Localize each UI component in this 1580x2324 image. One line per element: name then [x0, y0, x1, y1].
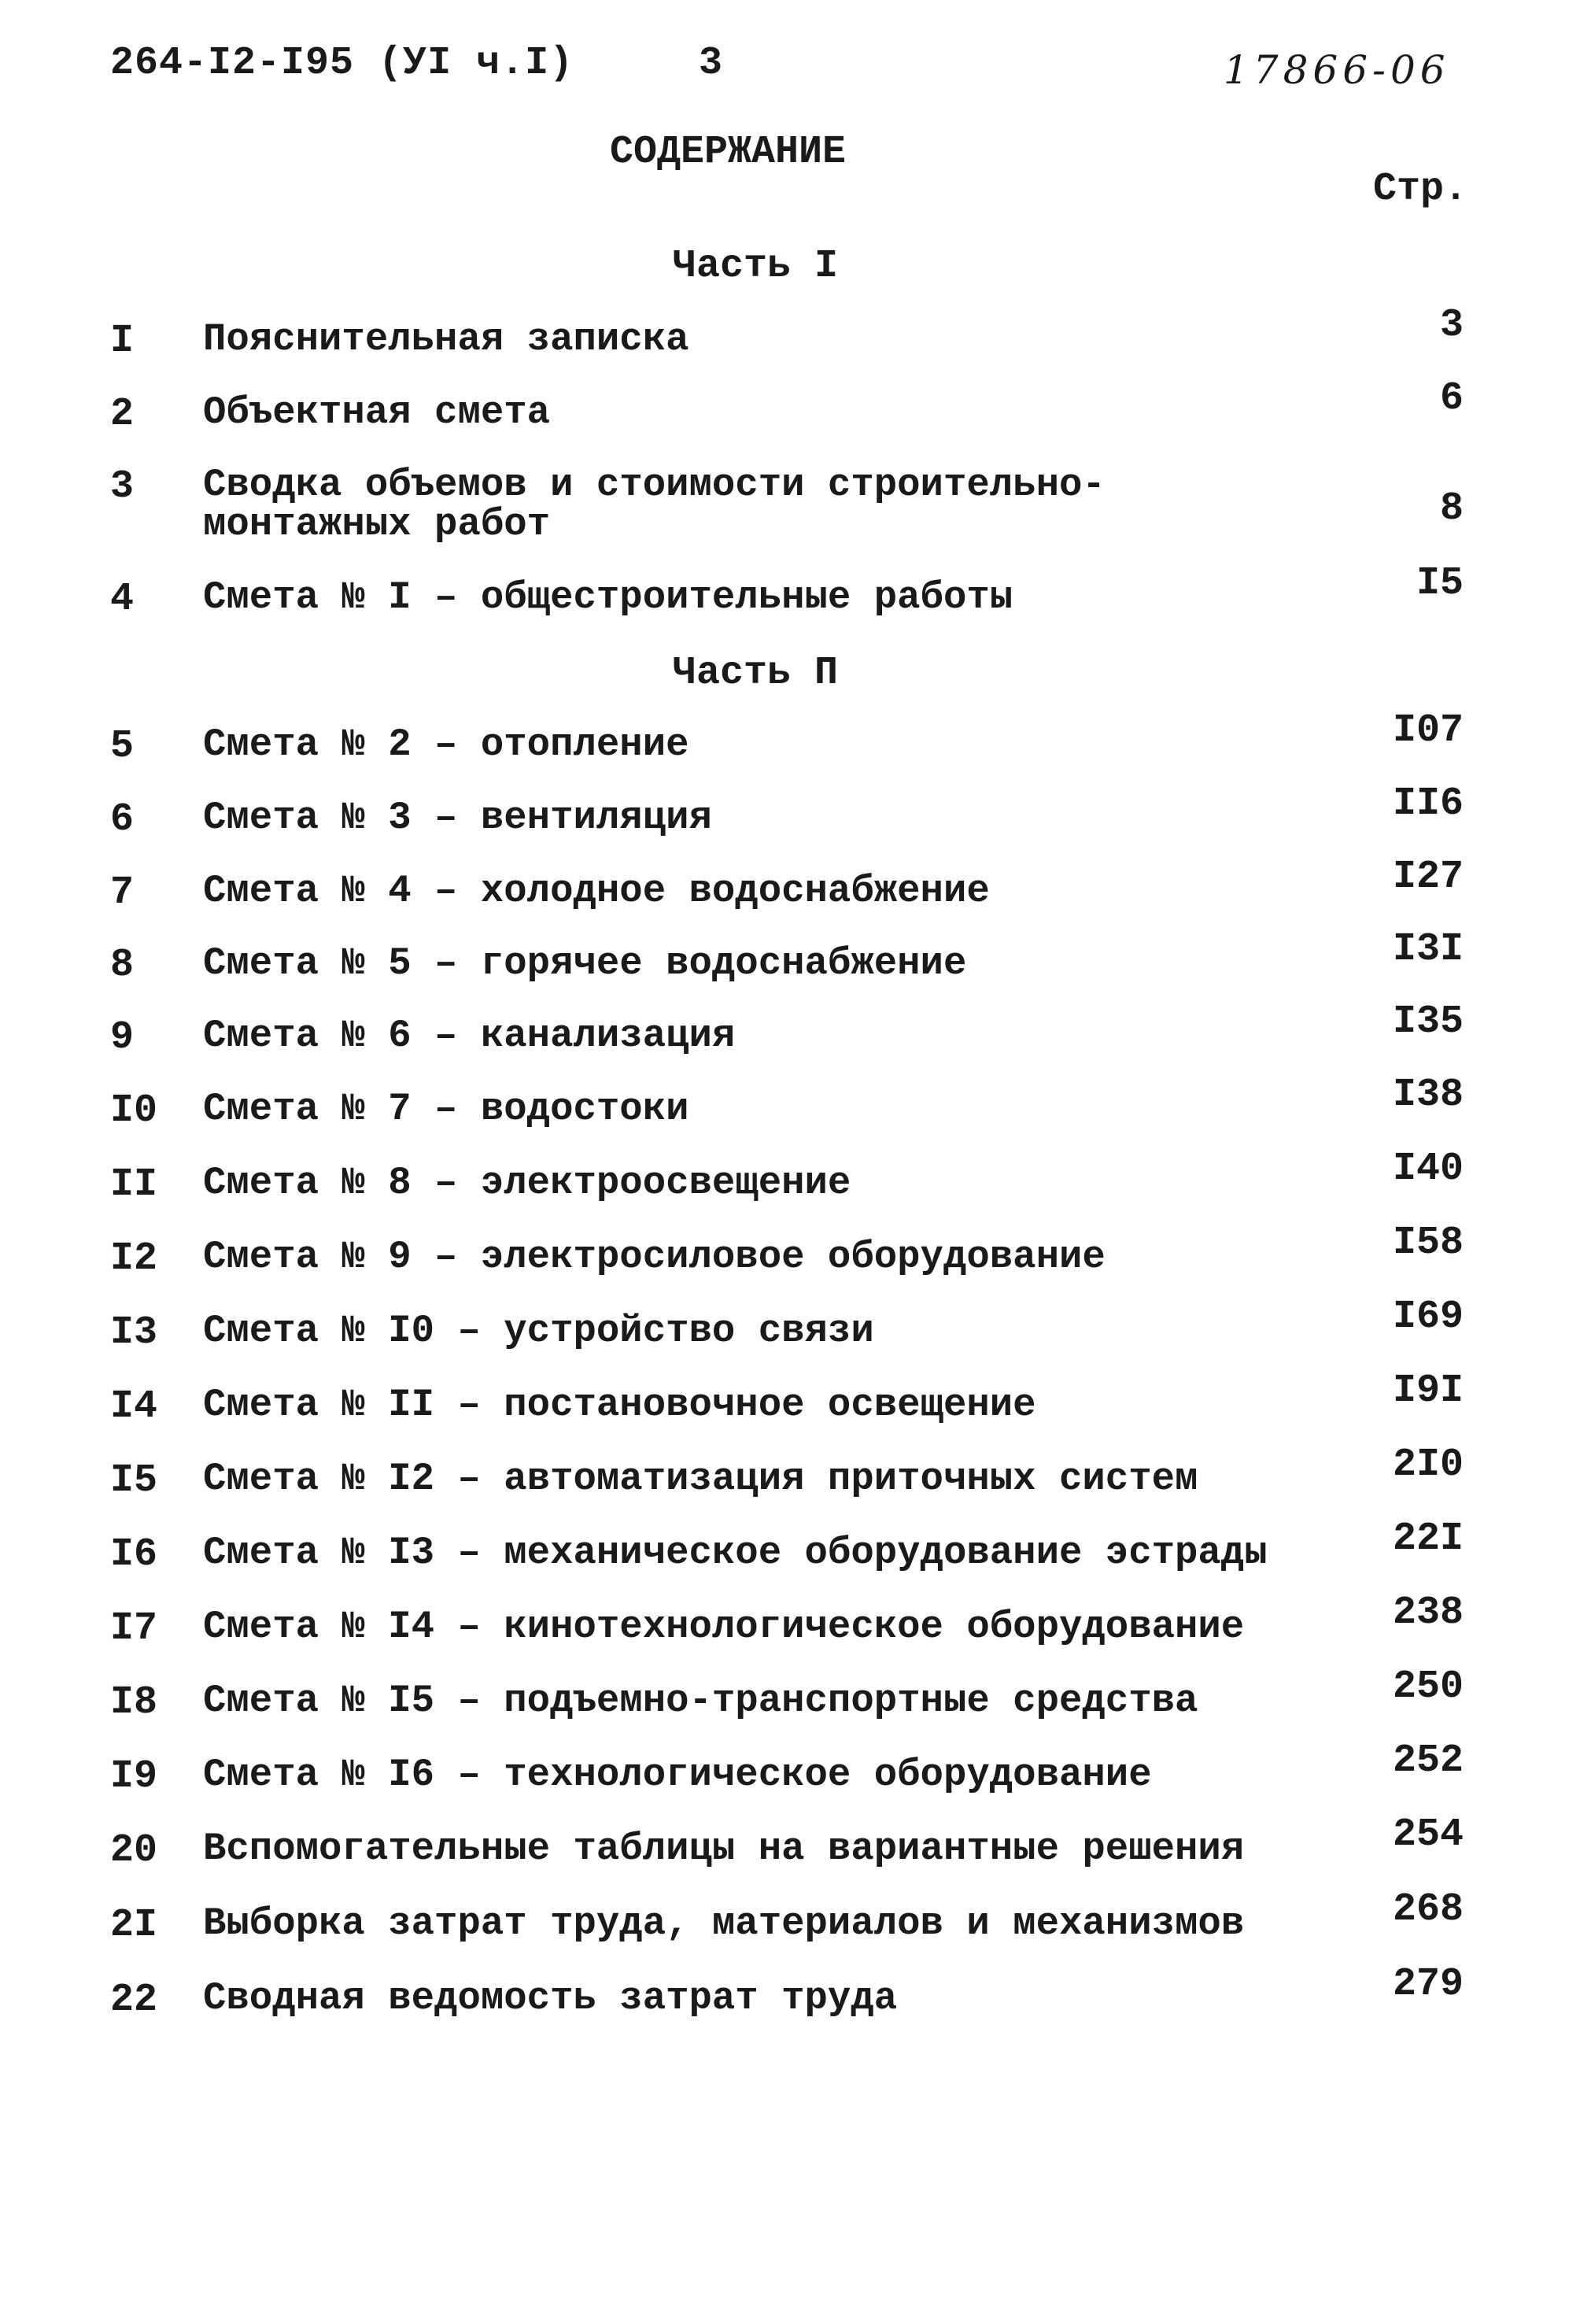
toc-entry-page: II6	[1392, 781, 1464, 826]
toc-entry-number: 2	[110, 392, 135, 437]
toc-row	[0, 1369, 1580, 1447]
toc-entry-page: I3I	[1392, 927, 1464, 972]
toc-entry-number: 6	[110, 797, 135, 842]
toc-row	[0, 927, 1580, 1006]
toc-entry-title: Смета № 9 – электросиловое оборудование	[203, 1235, 1106, 1279]
toc-entry-page: I5	[1416, 561, 1464, 606]
toc-entry-number: I5	[110, 1458, 158, 1503]
toc-entry-title: Смета № 3 – вентиляция	[203, 796, 712, 840]
toc-entry-number: I2	[110, 1236, 158, 1281]
toc-entry-title: Смета № I – общестроительные работы	[203, 575, 1013, 619]
toc-row	[0, 303, 1580, 382]
toc-entry-title: Смета № 2 – отопление	[203, 722, 689, 767]
toc-row	[0, 1664, 1580, 1743]
toc-entry-number: I0	[110, 1088, 158, 1133]
toc-row	[0, 1517, 1580, 1595]
toc-row	[0, 1221, 1580, 1299]
toc-entry-title-continued: монтажных работ	[203, 502, 551, 546]
toc-entry-page: I58	[1392, 1221, 1464, 1265]
toc-entry-number: I	[110, 319, 135, 364]
toc-entry-page: 252	[1392, 1738, 1464, 1783]
toc-entry-page: 279	[1392, 1962, 1464, 2007]
toc-entry-title: Смета № 7 – водостоки	[203, 1087, 689, 1131]
toc-entry-page: I38	[1392, 1073, 1464, 1118]
toc-entry-number: 20	[110, 1828, 158, 1873]
toc-entry-number: I8	[110, 1680, 158, 1725]
toc-entry-page: I27	[1392, 855, 1464, 900]
toc-entry-title: Объектная смета	[203, 390, 551, 434]
page-column-header: Стр.	[1373, 167, 1468, 212]
toc-entry-title: Смета № 4 – холодное водоснабжение	[203, 869, 990, 913]
toc-entry-number: I6	[110, 1532, 158, 1577]
toc-entry-title: Смета № II – постановочное освещение	[203, 1383, 1036, 1427]
part-2-heading: Часть П	[673, 651, 839, 696]
toc-row	[0, 1812, 1580, 1891]
toc-row	[0, 1887, 1580, 1966]
toc-entry-title: Смета № 5 – горячее водоснабжение	[203, 941, 967, 985]
toc-row	[0, 561, 1580, 640]
toc-entry-number: 8	[110, 943, 135, 988]
toc-entry-page: 238	[1392, 1591, 1464, 1635]
toc-entry-title: Смета № I4 – кинотехнологическое оборудование	[203, 1605, 1245, 1649]
toc-entry-number: I4	[110, 1384, 158, 1429]
toc-entry-page: 250	[1392, 1664, 1464, 1709]
toc-entry-title: Смета № I6 – технологическое оборудование	[203, 1753, 1152, 1797]
toc-entry-title: Смета № I0 – устройство связи	[203, 1309, 874, 1353]
toc-row	[0, 855, 1580, 933]
registration-number: 17866-06	[1224, 47, 1450, 93]
toc-entry-page: I07	[1392, 708, 1464, 753]
toc-row	[0, 464, 1580, 551]
toc-entry-title: Смета № 8 – электроосвещение	[203, 1161, 851, 1205]
toc-entry-number: 22	[110, 1978, 158, 2023]
toc-entry-page: 2I0	[1392, 1443, 1464, 1487]
toc-row	[0, 1147, 1580, 1225]
doc-code: 264-I2-I95 (УI ч.I)	[110, 41, 574, 86]
toc-entry-title: Смета № I2 – автоматизация приточных систем	[203, 1457, 1198, 1501]
toc-entry-page: 268	[1392, 1887, 1464, 1932]
toc-entry-number: 7	[110, 870, 135, 915]
toc-entry-title: Сводка объемов и стоимости строительно-	[203, 463, 1106, 507]
toc-entry-number: II	[110, 1162, 158, 1207]
toc-row	[0, 1962, 1580, 2041]
toc-entry-page: 254	[1392, 1812, 1464, 1857]
toc-row	[0, 1073, 1580, 1151]
toc-row	[0, 1295, 1580, 1373]
toc-entry-page: 3	[1439, 303, 1464, 348]
toc-entry-title: Смета № I3 – механическое оборудование эстрады	[203, 1531, 1268, 1575]
toc-row	[0, 1443, 1580, 1521]
toc-row	[0, 1738, 1580, 1817]
toc-row	[0, 708, 1580, 787]
toc-entry-page: 8	[1439, 486, 1464, 531]
toc-entry-number: 5	[110, 724, 135, 769]
toc-entry-number: I9	[110, 1754, 158, 1799]
toc-title: СОДЕРЖАНИЕ	[610, 130, 847, 175]
toc-entry-number: 3	[110, 464, 135, 509]
toc-entry-page: I40	[1392, 1147, 1464, 1192]
toc-entry-title: Смета № 6 – канализация	[203, 1014, 736, 1058]
toc-entry-title: Сводная ведомость затрат труда	[203, 1976, 898, 2020]
toc-entry-number: 4	[110, 577, 135, 622]
toc-entry-title: Смета № I5 – подъемно-транспортные средства	[203, 1679, 1198, 1723]
toc-entry-page: 22I	[1392, 1517, 1464, 1561]
page-number: 3	[699, 41, 724, 86]
part-1-heading: Часть I	[673, 244, 839, 289]
toc-entry-page: I35	[1392, 999, 1464, 1044]
toc-entry-page: I69	[1392, 1295, 1464, 1339]
toc-row	[0, 376, 1580, 455]
toc-entry-page: 6	[1439, 376, 1464, 421]
toc-entry-title: Выборка затрат труда, материалов и механизмов	[203, 1901, 1245, 1945]
toc-entry-number: I3	[110, 1310, 158, 1355]
toc-entry-number: 9	[110, 1015, 135, 1060]
toc-row	[0, 781, 1580, 860]
toc-entry-number: I7	[110, 1606, 158, 1651]
toc-entry-title: Пояснительная записка	[203, 317, 689, 361]
toc-row	[0, 1591, 1580, 1669]
toc-entry-title: Вспомогательные таблицы на вариантные решения	[203, 1827, 1245, 1871]
toc-entry-number: 2I	[110, 1903, 158, 1948]
toc-entry-page: I9I	[1392, 1369, 1464, 1413]
toc-row	[0, 999, 1580, 1078]
